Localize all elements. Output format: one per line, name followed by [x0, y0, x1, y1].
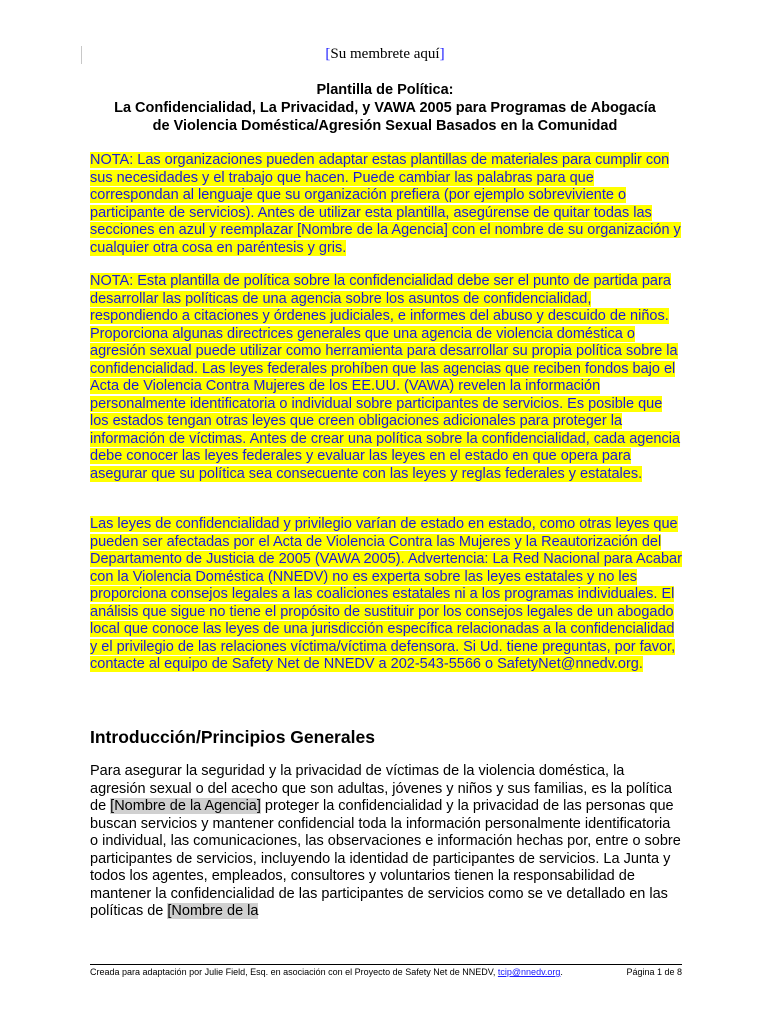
- title-line-1: Plantilla de Política:: [316, 82, 454, 98]
- letterhead-placeholder: [0, 46, 770, 63]
- footer-credit: Creada para adaptación por Julie Field, Esq. en asociación con el Proyecto de Safety Net de NNEDV,: [90, 967, 498, 977]
- note-text-1: NOTA: Las organizaciones pueden adaptar estas plantillas de materiales para cumplir con sus necesidades y el trabajo que hacen. Puede cambiar las palabras para que correspondan al lenguaje que su organización prefiera (por ejemplo sobreviviente o participante de servicios). Antes de utilizar esta plantilla, asegúrense de quitar todas las secciones en azul y reemplazar [Nombre de la Agencia] con el nombre de su organización y cualquier otra cosa en paréntesis y gris.: [90, 152, 681, 256]
- agency-name-placeholder-2: [Nombre de la: [167, 903, 259, 919]
- page-number: Página 1 de 8: [626, 967, 682, 977]
- letterhead-text: Su membrete aquí: [330, 46, 440, 62]
- agency-name-placeholder: [Nombre de la Agencia]: [110, 798, 261, 814]
- note-text-2: NOTA: Esta plantilla de política sobre la confidencialidad debe ser el punto de partida para desarrollar las políticas de una agencia sobre los asuntos de confidencialidad, respondiendo a citaciones y órdenes judiciales, e informes del abuso y descuido de niños. Proporciona algunas directrices generales que una agencia de violencia doméstica o agresión sexual puede utilizar como herramienta para desarrollar su propia política sobre la confidencialidad. Las leyes federales prohíben que las agencias que reciben fondos bajo el Acta de Violencia Contra Mujeres de los EE.UU. (VAWA) revelen la información personalmente identificatoria o individual sobre participantes de servicios. Es posible que los estados tengan otras leyes que creen obligaciones adicionales para proteger la información de víctimas. Antes de crear una política sobre la confidencialidad, cada agencia debe conocer las leyes federales y evaluar las leyes en el estado en que opera para asegurar que su política sea consecuente con las leyes y reglas federales y estatales.: [90, 273, 681, 482]
- section-heading: Introducción/Principios Generales: [90, 727, 375, 747]
- bracket-close: ]: [439, 46, 445, 62]
- intro-text-2: proteger la confidencialidad y la privacidad de las personas que buscan servicios y mantener confidencial toda la información personalmente identificatoria o individual, las comunicaciones, las observaciones e información hechas por, entre o sobre participantes de servicios, incluyendo la identidad de participantes de servicios. La Junta y todos los agentes, empleados, consultores y voluntarios tienen la responsabilidad de mantener la confidencialidad de las participantes de servicios como se ve detallado en las políticas de: [90, 798, 681, 919]
- footer-period: .: [560, 967, 563, 977]
- bracket-open: [: [325, 46, 331, 62]
- footer-email-link[interactable]: tcip@nnedv.org: [497, 967, 561, 977]
- note-text-3: Las leyes de confidencialidad y privilegio varían de estado en estado, como otras leyes que pueden ser afectadas por el Acta de Violencia Contra las Mujeres y la Reautorización del Departamento de Justicia de 2005 (VAWA 2005). Advertencia: La Red Nacional para Acabar con la Violencia Doméstica (NNEDV) no es experta sobre las leyes estatales y no les proporciona consejos legales a las coaliciones estatales ni a los programas individuales. El análisis que sigue no tiene el propósito de sustituir por los consejos legales de un abogado local que conoce las leyes de una jurisdicción específica relacionadas a la confidencialidad y el privilegio de las relaciones víctima/víctima defensora. Si Ud. tiene preguntas, por favor, contacte al equipo de Safety Net de NNEDV a 202-543-5566 o SafetyNet@nnedv.org.: [90, 516, 682, 672]
- note-paragraph-2: [90, 273, 682, 483]
- note-paragraph-1: [90, 152, 682, 257]
- note-paragraph-3: [90, 516, 682, 674]
- intro-paragraph: [90, 763, 682, 921]
- footer-divider: [90, 964, 682, 965]
- page-footer: [90, 967, 682, 977]
- title-line-2: La Confidencialidad, La Privacidad, y VAWA 2005 para Programas de Abogacía: [114, 100, 656, 116]
- document-title: [90, 81, 680, 135]
- title-line-3: de Violencia Doméstica/Agresión Sexual Basados en la Comunidad: [152, 118, 618, 134]
- intro-text-1: Para asegurar la seguridad y la privacidad de víctimas de la violencia doméstica, la agresión sexual o del acecho que son adultas, jóvenes y niños y sus familias, es la política de: [90, 763, 672, 814]
